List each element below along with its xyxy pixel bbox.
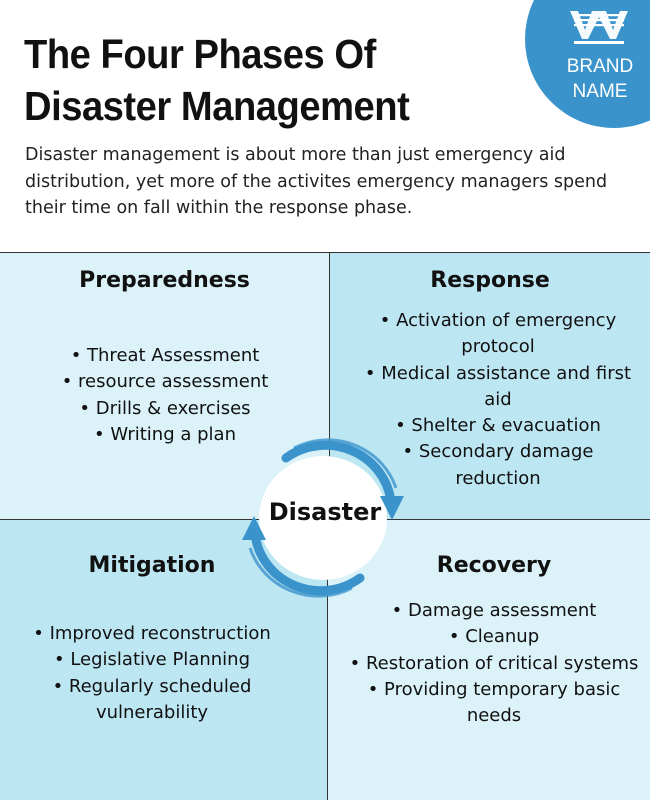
- phase-title-response: Response: [430, 268, 550, 293]
- list-item: • resource assessment: [0, 369, 330, 395]
- center-label: Disaster: [268, 498, 382, 526]
- list-item: • Activation of emergency protocol: [360, 308, 636, 361]
- phase-title-preparedness: Preparedness: [79, 268, 250, 293]
- list-item: • Writing a plan: [0, 422, 330, 448]
- list-item: • Providing temporary basic needs: [346, 677, 642, 730]
- preparedness-list: [0, 343, 330, 448]
- list-item: • Medical assistance and first aid: [360, 361, 636, 414]
- brand-name-line-1: BRAND: [566, 56, 634, 77]
- list-item: • Cleanup: [346, 624, 642, 650]
- list-item: • Regularly scheduled vulnerability: [0, 674, 304, 727]
- list-item: • Drills & exercises: [0, 396, 330, 422]
- list-item: • Shelter & evacuation: [360, 413, 636, 439]
- title-line-2: Disaster Management: [24, 83, 410, 129]
- mitigation-list: [0, 621, 304, 726]
- intro-text: Disaster management is about more than just emergency aid distribution, yet more of the activites emergency managers spend their time on fall within the response phase.: [25, 145, 608, 218]
- list-item: • Secondary damage reduction: [360, 439, 636, 492]
- list-item: • Legislative Planning: [0, 647, 304, 673]
- phase-title-recovery: Recovery: [436, 553, 552, 578]
- title-line-1: The Four Phases Of: [24, 31, 376, 77]
- list-item: • Improved reconstruction: [0, 621, 304, 647]
- recovery-list: [346, 598, 642, 729]
- crown-logo-icon: [570, 11, 628, 45]
- phase-title-mitigation: Mitigation: [88, 553, 216, 578]
- list-item: • Threat Assessment: [0, 343, 330, 369]
- list-item: • Restoration of critical systems: [346, 651, 642, 677]
- brand-name-line-2: NAME: [572, 81, 628, 102]
- brand-name: [550, 54, 650, 104]
- list-item: • Damage assessment: [346, 598, 642, 624]
- page-title: [24, 28, 470, 132]
